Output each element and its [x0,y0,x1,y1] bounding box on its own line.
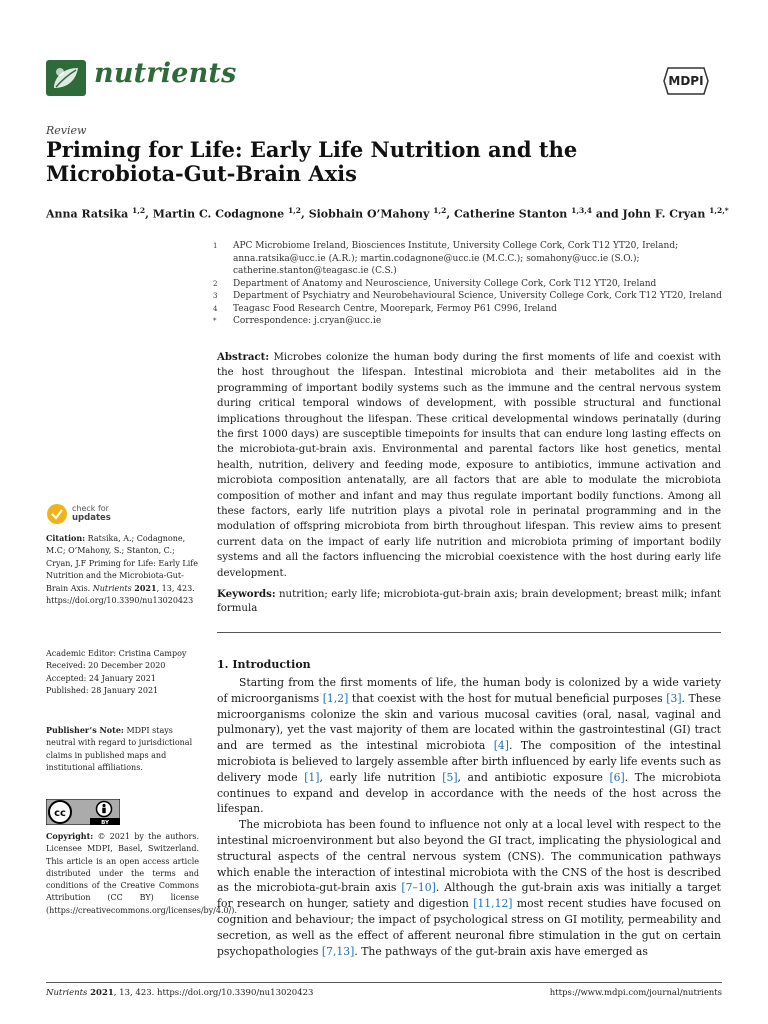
paragraph-text: that coexist with the host for mutual beneficial purposes [348,691,667,705]
citation-link[interactable]: [1] [304,770,320,784]
abstract-label: Abstract: [217,351,270,363]
affiliation-item [213,278,723,291]
affiliation-item [213,265,723,278]
affiliation-number: 2 [213,279,218,288]
author-affiliation-marker: 1,2 [132,206,146,215]
author-affiliation-marker: 1,2 [287,206,302,215]
author-name: Anna Ratsika [46,207,133,221]
publisher-name: MDPI [668,74,704,88]
keywords-label: Keywords: [217,588,276,600]
keywords [217,587,721,616]
affiliation-text: Department of Anatomy and Neuroscience, University College Cork, Cork T12 YT20, Ireland [233,278,657,289]
copyright-text: © 2021 by the authors. Licensee MDPI, Basel, Switzerland. This article is an open access article distributed under the terms and conditions of the Creative Commons Attribution (CC BY) license (https://creativecommons.org/licenses/by/4.0/). [46,832,237,915]
affiliation-item [213,303,723,316]
author-separator: , [301,207,309,221]
affiliation-text: Teagasc Food Research Centre, Moorepark, Fermoy P61 C996, Ireland [233,303,557,314]
citation-link[interactable]: [5] [442,770,458,784]
editorial-date-line: Received: 20 December 2020 [46,661,166,671]
paragraph-text: . Although the gut-brain axis was initially a target for research on hunger, satiety and digestion [217,881,721,911]
affiliation-number [213,265,233,278]
article-type: Review [46,124,87,137]
author-name: Siobhain O’Mahony [308,207,434,221]
affiliation-number: 4 [213,304,218,313]
affiliation-number: 3 [213,292,218,300]
citation-link[interactable]: [11,12] [473,897,513,911]
keywords-divider [217,632,721,633]
footer-journal-url[interactable]: https://www.mdpi.com/journal/nutrients [549,988,722,998]
copyright-block [46,830,237,917]
author-affiliation-marker: 1,2 [433,206,447,215]
editorial-date-line: Published: 28 January 2021 [46,685,159,695]
check-for-updates-button[interactable] [46,503,166,527]
author-separator: , [145,207,153,221]
intro-paragraph-2 [217,817,721,959]
intro-paragraph-1 [217,675,721,817]
paragraph-text: . The composition of the intestinal microbiota is believed to largely assemble after birth influenced by early life events such as delivery mode [217,739,721,784]
citation-label: Citation: [46,533,86,543]
affiliations [213,240,723,328]
affiliation-text: APC Microbiome Ireland, Biosciences Institute, University College Cork, Cork T12 YT20, Ireland; [233,241,679,251]
affiliation-text: Department of Psychiatry and Neurobehavioural Science, University College Cork, Cork T12 YT20, Ireland [233,291,722,301]
copyright-label: Copyright: [46,831,94,841]
citation-link[interactable]: [3] [666,691,682,705]
citation-link[interactable]: [1,2] [322,691,349,705]
paragraph-text: . The microbiota continues to expand and develop in accordance with the needs of the host across the lifespan. [217,770,721,816]
citation-volume-doi[interactable]: , 13, 423. https://doi.org/10.3390/nu13020423 [46,584,195,606]
abstract-text: Microbes colonize the human body during the first moments of life and coexist with the host throughout the lifespan. Intestinal microbiota and their metabolites aid in the programming of important bodily systems such as the immune and the central nervous system during critical temporal windows of development, with possible structural and functional implications throughout the lifespan. These critical developmental windows perinatally (during the first 1000 days) are susceptible timepoints for insults that can endure long lasting effects on the microbiota-gut-brain axis. Environmental and parental factors like host genetics, mental health, nutrition, delivery and feeding mode, exposure to antibiotics, immune activation and microbiota composition antenatally, are all factors that are able to modulate the microbiota composition of mother and infant and may thus regulate important bodily functions. Among all these factors, early life nutrition plays a pivotal role in perinatal programming and in the modulation of offspring microbiota from birth throughout lifespan. This review aims to present current data on the impact of early life nutrition and microbiota priming of important bodily systems and all the factors influencing the microbial coexistence with the host during early life development. [217,352,721,579]
paragraph-text: , early life nutrition [319,770,443,784]
citation-link[interactable]: [4] [493,739,509,753]
cc-symbol: cc [54,808,66,819]
paragraph-text: The microbiota has been found to influence not only at a local level with respect to the intestinal microenvironment but also beyond the GI tract, implicating the physiological and structural aspects of the central nervous system (CNS). The communication pathways which enable the interaction of intestinal microbiota with the CNS of the host is described as the microbiota-gut-brain axis [217,818,721,895]
affiliation-number: * [213,317,217,325]
footer-volume-doi[interactable]: , 13, 423. https://doi.org/10.3390/nu13020423 [113,988,314,998]
author-list [46,206,746,221]
article-title: Priming for Life: Early Life Nutrition and the Microbiota-Gut-Brain Axis [46,137,578,186]
affiliation-number: 1 [213,242,218,250]
editorial-dates [46,648,199,697]
editorial-date-line: Academic Editor: Cristina Campoy [46,649,187,658]
citation-block [46,532,199,608]
affiliation-item [213,240,723,253]
journal-logo-icon [46,60,86,96]
author-name: John F. Cryan [622,207,710,221]
paragraph-text: . These microorganisms colonize the skin and various mucosal cavities (oral, nasal, vaginal and pulmonary), yet the vast majority of them are located within the gastrointestinal (GI) tract and are termed as the intestinal microbiota [217,691,721,753]
citation-link[interactable]: [7,13] [321,944,355,958]
author-separator: , [446,207,454,221]
introduction-body [217,675,721,959]
editorial-date-line: Accepted: 24 January 2021 [46,673,156,683]
publisher-logo [662,66,710,96]
journal-name: nutrients [94,58,237,89]
citation-link[interactable]: [7–10] [401,881,436,895]
paragraph-text: , and antibiotic exposure [457,770,610,784]
check-updates-line2: updates [72,513,111,523]
affiliation-item [213,290,723,303]
citation-journal: Nutrients [92,584,132,594]
keywords-text: nutrition; early life; microbiota-gut-brain axis; brain development; breast milk; infant formula [217,589,721,614]
affiliation-text: anna.ratsika@ucc.ie (A.R.); martin.codagnone@ucc.ie (M.C.C.); somahony@ucc.ie (S.O.); [233,253,640,264]
affiliation-item [213,315,723,328]
paragraph-text: . The pathways of the gut-brain axis have emerged as [354,944,648,958]
publisher-note-text: MDPI stays neutral with regard to jurisdictional claims in published maps and institutional affiliations. [46,726,193,772]
affiliation-item [213,253,723,266]
author-separator: and [592,207,623,221]
citation-year: 2021 [134,583,157,594]
affiliation-text: Correspondence: j.cryan@ucc.ie [233,316,382,326]
by-symbol: BY [101,820,109,825]
footer-divider [46,982,722,983]
paragraph-text: Starting from the first moments of life, the human body is colonized by a wide variety of microorganisms [217,676,721,705]
check-updates-icon [46,503,68,525]
paragraph-text: most recent studies have focused on cognition and behaviour; the impact of psychological stress on GI motility, permeability and secretion, as well as the effect of afferent neuronal fibre stimulation in the gut on certain psychopathologies [217,897,721,958]
citation-link[interactable]: [6] [609,770,625,784]
citation-text: Ratsika, A.; Codagnone, M.C; O’Mahony, S.; Stanton, C.; Cryan, J.F Priming for Life: Early Life Nutrition and the Microbiota-Gut-Brain Axis. [46,534,198,594]
author-name: Catherine Stanton [453,207,572,221]
check-updates-line1: check for [72,504,109,513]
author-affiliation-marker: 1,2,* [709,206,729,215]
author-affiliation-marker: 1,3,4 [571,206,593,215]
affiliation-text: catherine.stanton@teagasc.ie (C.S.) [233,266,397,276]
footer-journal: Nutrients [46,988,88,998]
affiliation-number [213,253,233,266]
publisher-note-label: Publisher’s Note: [46,725,124,735]
abstract [217,350,721,581]
author-name: Martin C. Codagnone [152,207,288,221]
cc-by-license-icon[interactable] [46,799,120,825]
publisher-note [46,724,199,774]
footer-citation [46,988,313,998]
section-heading-introduction: 1. Introduction [217,658,311,671]
footer-year: 2021 [90,988,114,998]
